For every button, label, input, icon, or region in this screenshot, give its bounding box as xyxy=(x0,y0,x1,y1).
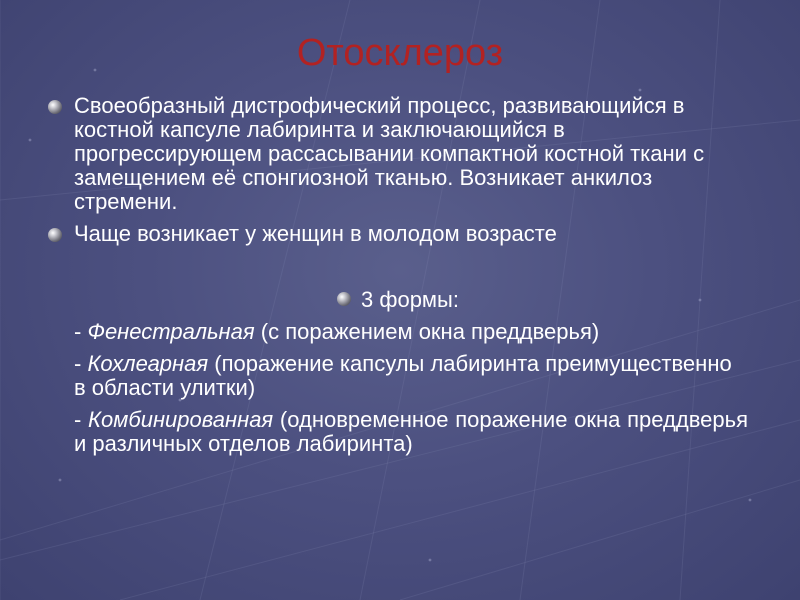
form-name: Кохлеарная xyxy=(87,351,209,376)
bullet-icon xyxy=(337,292,351,306)
form-item-cochlear: - Кохлеарная (поражение капсулы лабиринта преимущественно в области улитки) xyxy=(74,351,732,400)
bullet-text: Своеобразный дистрофический процесс, развивающийся в костной капсуле лабиринта и заключающийся в прогрессирующем рассасывании компактной костной ткани с замещением её спонгиозной тканью. Возникает анкилоз стремени. xyxy=(74,93,705,214)
form-desc: (одновременное поражение окна преддверья и различных отделов лабиринта) xyxy=(74,407,748,456)
bullet-icon xyxy=(48,100,62,114)
form-item-fenestral: - Фенестральная (с поражением окна преддверья) xyxy=(74,319,600,344)
form-desc: (поражение капсулы лабиринта преимущественно в области улитки) xyxy=(74,351,732,400)
form-name: Комбинированная xyxy=(88,407,274,432)
bullet-text: Чаще возникает у женщин в молодом возрасте xyxy=(74,221,557,246)
slide-body xyxy=(48,94,748,464)
form-desc: (с поражением окна преддверья) xyxy=(254,319,600,344)
form-name: Фенестральная xyxy=(87,319,255,344)
forms-heading-text: 3 формы: xyxy=(361,287,459,312)
form-item-combined: - Комбинированная (одновременное поражение окна преддверья и различных отделов лабиринта) xyxy=(74,407,748,456)
forms-heading xyxy=(48,288,748,312)
bullet-item xyxy=(48,222,748,246)
bullet-item xyxy=(48,94,748,214)
slide-title: Отосклероз xyxy=(296,32,504,74)
bullet-icon xyxy=(48,228,62,242)
